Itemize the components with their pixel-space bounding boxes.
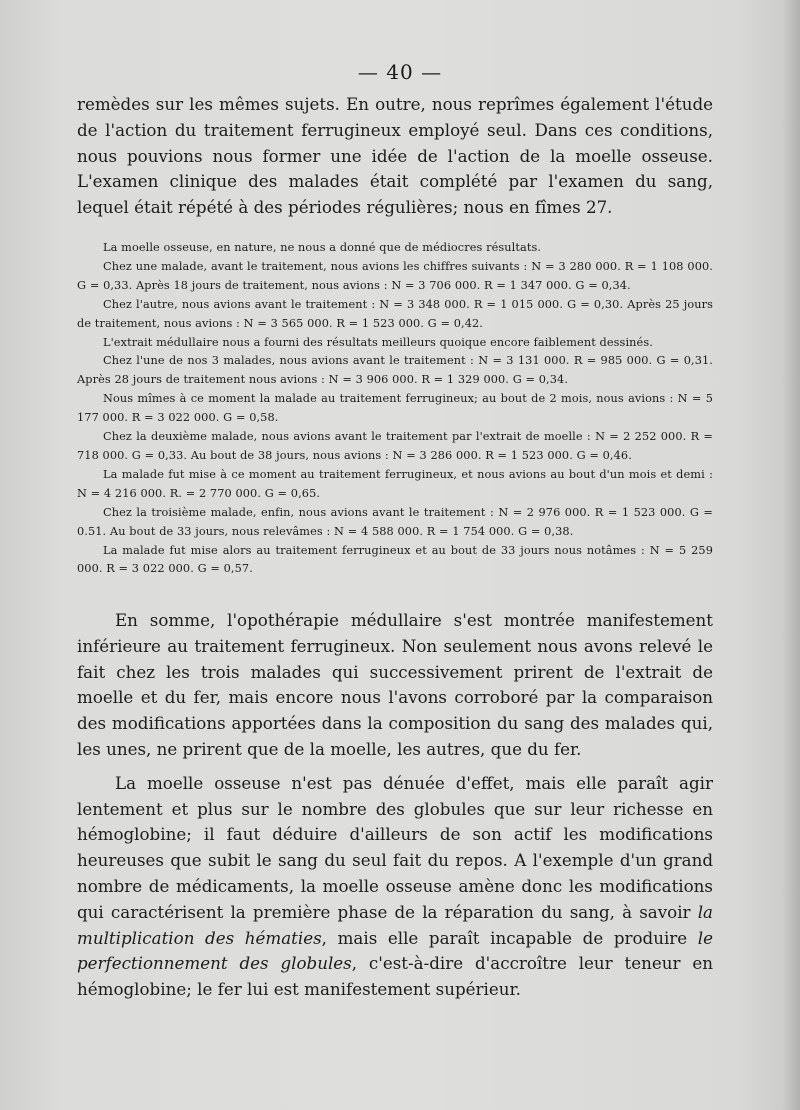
case-note: La malade fut mise alors au traitement ferrugineux et au bout de 33 jours nous notâmes : N = 5 259 000. R = 3 022 000. G = 0,57. [77,543,713,576]
final-italic-globules: le perfectionnement des globules [77,927,713,974]
final-text-part: , c'est-à-dire d'accroître leur teneur en hémoglobine; le fer lui est manifestement supérieur. [77,953,713,1000]
intro-text [77,92,713,221]
case-note: Chez l'autre, nous avions avant le traitement : N = 3 348 000. R = 1 015 000. G = 0,30. Après 25 jours de traitement, nous avions : N = 3 565 000. R = 1 523 000. G = 0,42. [77,297,713,330]
case-note: La malade fut mise à ce moment au traitement ferrugineux, et nous avions au bout d'un mois et demi : N = 4 216 000. R. = 2 770 000. G = 0,65. [77,467,713,500]
case-note: La moelle osseuse, en nature, ne nous a donné que de médiocres résultats. [103,241,542,254]
final-text-part: , mais elle paraît incapable de produire [321,927,698,948]
final-text-part: La moelle osseuse n'est pas dénuée d'effet, mais elle paraît agir lentement et plus sur le nombre des globules que sur leur richesse en hémoglobine; il faut déduire d'ailleurs de son actif les modifications heureuses que subit le sang du seul fait du repos. A l'exemple d'un grand nombre de médicaments, la moelle osseuse amène donc les modifications qui caractérisent la première phase de la réparation du sang, à savoir [77,772,713,922]
case-note: Nous mîmes à ce moment la malade au traitement ferrugineux; au bout de 2 mois, nous avions : N = 5 177 000. R = 3 022 000. G = 0,58. [77,392,713,425]
page-spine-shadow [782,0,800,1110]
final-paragraph [77,771,713,1003]
summary-paragraph: En somme, l'opothérapie médullaire s'est montrée manifestement inférieure au traitement ferrugineux. Non seulement nous avons relevé le fait chez les trois malades qui successivement prirent de l'extrait de moelle et du fer, mais encore nous l'avons corroboré par la comparaison des modifications apportées dans la composition du sang des malades qui, les unes, ne prirent que de la moelle, les autres, que du fer. [77,610,713,759]
case-note: Chez la troisième malade, enfin, nous avions avant le traitement : N = 2 976 000. R = 1 523 000. G = 0.51. Au bout de 33 jours, nous relevâmes : N = 4 588 000. R = 1 754 000. G = 0,38. [77,505,713,538]
intro-paragraph: remèdes sur les mêmes sujets. En outre, nous reprîmes également l'étude de l'action du traitement ferrugineux employé seul. Dans ces conditions, nous pouvions nous former une idée de l'action de la moelle osseuse. L'examen clinique des malades était complété par l'examen du sang, lequel était répété à des périodes régulières; nous en fîmes 27. [77,94,713,218]
case-note: Chez la deuxième malade, nous avions avant le traitement par l'extrait de moelle : N = 2 252 000. R = 718 000. G = 0,33. Au bout de 38 jours, nous avions : N = 3 286 000. R = 1 523 000. G = 0,46. [77,430,713,462]
case-notes [77,239,713,579]
page-number: — 40 — [357,60,443,84]
conclusion-text [77,608,713,1003]
case-note: Chez une malade, avant le traitement, nous avions les chiffres suivants : N = 3 280 000. R = 1 108 000. G = 0,33. Après 18 jours de traitement, nous avions : N = 3 706 000. R = 1 347 000. G = 0,34. [77,259,713,292]
case-note: L'extrait médullaire nous a fourni des résultats meilleurs quoique encore faiblement dessinés. [103,335,653,349]
final-italic-hematies: la multiplication des hématies [77,901,713,948]
case-note: Chez l'une de nos 3 malades, nous avions avant le traitement : N = 3 131 000. R = 985 000. G = 0,31. Après 28 jours de traitement nous avions : N = 3 906 000. R = 1 329 000. G = 0,34. [77,354,713,387]
